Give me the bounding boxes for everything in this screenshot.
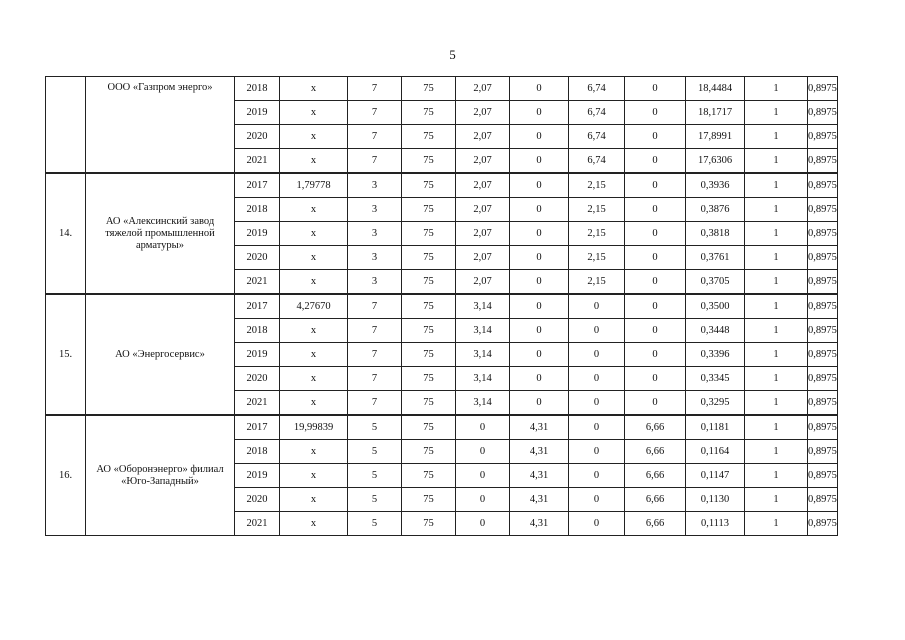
- col3-cell: 3: [348, 173, 402, 198]
- col9-cell: 0,3500: [686, 294, 745, 319]
- value-cell: х: [280, 464, 348, 488]
- organization-name: АО «Алексинский завод тяжелой промышленной арматуры»: [86, 173, 235, 294]
- col3-cell: 3: [348, 270, 402, 295]
- col7-cell: 0: [569, 294, 625, 319]
- value-cell: х: [280, 391, 348, 416]
- col3-cell: 3: [348, 198, 402, 222]
- value-cell: х: [280, 343, 348, 367]
- col4-cell: 75: [402, 319, 456, 343]
- col10-cell: 1: [745, 270, 808, 295]
- col11-cell: 0,8975: [808, 125, 838, 149]
- col8-cell: 0: [625, 246, 686, 270]
- col11-cell: 0,8975: [808, 367, 838, 391]
- organization-name: ООО «Газпром энерго»: [86, 77, 235, 174]
- col3-cell: 5: [348, 464, 402, 488]
- col4-cell: 75: [402, 77, 456, 101]
- col6-cell: 0: [510, 173, 569, 198]
- value-cell: х: [280, 367, 348, 391]
- col4-cell: 75: [402, 198, 456, 222]
- col11-cell: 0,8975: [808, 512, 838, 536]
- col6-cell: 0: [510, 343, 569, 367]
- value-cell: х: [280, 198, 348, 222]
- col11-cell: 0,8975: [808, 464, 838, 488]
- col6-cell: 0: [510, 367, 569, 391]
- col10-cell: 1: [745, 294, 808, 319]
- col5-cell: 2,07: [456, 77, 510, 101]
- year-cell: 2021: [235, 391, 280, 416]
- col9-cell: 17,6306: [686, 149, 745, 174]
- col5-cell: 2,07: [456, 125, 510, 149]
- row-number: 15.: [46, 294, 86, 415]
- col7-cell: 0: [569, 440, 625, 464]
- col10-cell: 1: [745, 125, 808, 149]
- col11-cell: 0,8975: [808, 343, 838, 367]
- col5-cell: 2,07: [456, 198, 510, 222]
- col7-cell: 0: [569, 488, 625, 512]
- col9-cell: 0,3345: [686, 367, 745, 391]
- col4-cell: 75: [402, 101, 456, 125]
- col9-cell: 18,1717: [686, 101, 745, 125]
- col3-cell: 3: [348, 246, 402, 270]
- table-body: [46, 77, 838, 536]
- col9-cell: 0,1164: [686, 440, 745, 464]
- col8-cell: 6,66: [625, 488, 686, 512]
- col7-cell: 6,74: [569, 101, 625, 125]
- value-cell: х: [280, 270, 348, 295]
- col4-cell: 75: [402, 391, 456, 416]
- col7-cell: 0: [569, 415, 625, 440]
- value-cell: х: [280, 440, 348, 464]
- col6-cell: 0: [510, 294, 569, 319]
- col3-cell: 5: [348, 512, 402, 536]
- year-cell: 2021: [235, 149, 280, 174]
- col11-cell: 0,8975: [808, 391, 838, 416]
- col7-cell: 6,74: [569, 77, 625, 101]
- col8-cell: 0: [625, 343, 686, 367]
- year-cell: 2021: [235, 512, 280, 536]
- col7-cell: 2,15: [569, 173, 625, 198]
- col8-cell: 0: [625, 294, 686, 319]
- col3-cell: 7: [348, 343, 402, 367]
- col4-cell: 75: [402, 367, 456, 391]
- col5-cell: 2,07: [456, 101, 510, 125]
- col10-cell: 1: [745, 77, 808, 101]
- col9-cell: 17,8991: [686, 125, 745, 149]
- col5-cell: 0: [456, 488, 510, 512]
- col5-cell: 0: [456, 464, 510, 488]
- col7-cell: 0: [569, 391, 625, 416]
- col7-cell: 0: [569, 464, 625, 488]
- col4-cell: 75: [402, 343, 456, 367]
- year-cell: 2018: [235, 198, 280, 222]
- row-number: [46, 77, 86, 174]
- col8-cell: 0: [625, 198, 686, 222]
- col11-cell: 0,8975: [808, 319, 838, 343]
- col6-cell: 4,31: [510, 488, 569, 512]
- organization-name: АО «Энергосервис»: [86, 294, 235, 415]
- col11-cell: 0,8975: [808, 198, 838, 222]
- page-number: 5: [449, 47, 456, 62]
- col8-cell: 6,66: [625, 440, 686, 464]
- col5-cell: 3,14: [456, 319, 510, 343]
- year-cell: 2019: [235, 464, 280, 488]
- col7-cell: 2,15: [569, 270, 625, 295]
- col10-cell: 1: [745, 319, 808, 343]
- year-cell: 2018: [235, 319, 280, 343]
- year-cell: 2021: [235, 270, 280, 295]
- col7-cell: 6,74: [569, 149, 625, 174]
- col3-cell: 7: [348, 319, 402, 343]
- col7-cell: 2,15: [569, 222, 625, 246]
- value-cell: х: [280, 319, 348, 343]
- col7-cell: 0: [569, 319, 625, 343]
- year-cell: 2019: [235, 343, 280, 367]
- col8-cell: 0: [625, 319, 686, 343]
- col6-cell: 4,31: [510, 464, 569, 488]
- col8-cell: 6,66: [625, 415, 686, 440]
- col4-cell: 75: [402, 464, 456, 488]
- year-cell: 2017: [235, 415, 280, 440]
- year-cell: 2020: [235, 367, 280, 391]
- tariff-table: [45, 76, 838, 536]
- col3-cell: 3: [348, 222, 402, 246]
- col9-cell: 0,3761: [686, 246, 745, 270]
- col3-cell: 7: [348, 391, 402, 416]
- year-cell: 2018: [235, 440, 280, 464]
- col10-cell: 1: [745, 415, 808, 440]
- col6-cell: 0: [510, 125, 569, 149]
- year-cell: 2019: [235, 222, 280, 246]
- table-row: [46, 415, 838, 440]
- col3-cell: 7: [348, 77, 402, 101]
- col10-cell: 1: [745, 512, 808, 536]
- col11-cell: 0,8975: [808, 488, 838, 512]
- col10-cell: 1: [745, 488, 808, 512]
- col7-cell: 2,15: [569, 246, 625, 270]
- col4-cell: 75: [402, 512, 456, 536]
- col5-cell: 0: [456, 415, 510, 440]
- col11-cell: 0,8975: [808, 77, 838, 101]
- col5-cell: 2,07: [456, 222, 510, 246]
- col3-cell: 5: [348, 415, 402, 440]
- col11-cell: 0,8975: [808, 294, 838, 319]
- value-cell: 4,27670: [280, 294, 348, 319]
- col4-cell: 75: [402, 270, 456, 295]
- year-cell: 2017: [235, 294, 280, 319]
- year-cell: 2020: [235, 488, 280, 512]
- col9-cell: 0,3818: [686, 222, 745, 246]
- value-cell: х: [280, 101, 348, 125]
- col6-cell: 0: [510, 101, 569, 125]
- col8-cell: 0: [625, 391, 686, 416]
- col8-cell: 0: [625, 125, 686, 149]
- col4-cell: 75: [402, 440, 456, 464]
- value-cell: х: [280, 222, 348, 246]
- col6-cell: 0: [510, 77, 569, 101]
- col9-cell: 0,3396: [686, 343, 745, 367]
- col3-cell: 5: [348, 488, 402, 512]
- col5-cell: 2,07: [456, 149, 510, 174]
- col8-cell: 0: [625, 173, 686, 198]
- col5-cell: 3,14: [456, 391, 510, 416]
- col6-cell: 0: [510, 222, 569, 246]
- col3-cell: 7: [348, 125, 402, 149]
- value-cell: 19,99839: [280, 415, 348, 440]
- col10-cell: 1: [745, 198, 808, 222]
- year-cell: 2020: [235, 125, 280, 149]
- col4-cell: 75: [402, 246, 456, 270]
- col10-cell: 1: [745, 464, 808, 488]
- col5-cell: 0: [456, 512, 510, 536]
- col9-cell: 0,3448: [686, 319, 745, 343]
- col4-cell: 75: [402, 222, 456, 246]
- table-row: [46, 294, 838, 319]
- col6-cell: 0: [510, 319, 569, 343]
- col4-cell: 75: [402, 488, 456, 512]
- col9-cell: 0,3705: [686, 270, 745, 295]
- year-cell: 2019: [235, 101, 280, 125]
- col3-cell: 7: [348, 367, 402, 391]
- col8-cell: 0: [625, 149, 686, 174]
- col9-cell: 0,1147: [686, 464, 745, 488]
- col5-cell: 3,14: [456, 343, 510, 367]
- col6-cell: 0: [510, 198, 569, 222]
- col5-cell: 2,07: [456, 246, 510, 270]
- col6-cell: 0: [510, 246, 569, 270]
- col7-cell: 6,74: [569, 125, 625, 149]
- col3-cell: 7: [348, 101, 402, 125]
- col9-cell: 0,1113: [686, 512, 745, 536]
- col10-cell: 1: [745, 367, 808, 391]
- value-cell: х: [280, 246, 348, 270]
- col8-cell: 0: [625, 101, 686, 125]
- value-cell: х: [280, 77, 348, 101]
- col7-cell: 0: [569, 367, 625, 391]
- col11-cell: 0,8975: [808, 222, 838, 246]
- col10-cell: 1: [745, 149, 808, 174]
- col10-cell: 1: [745, 101, 808, 125]
- col11-cell: 0,8975: [808, 149, 838, 174]
- col10-cell: 1: [745, 173, 808, 198]
- col4-cell: 75: [402, 294, 456, 319]
- col9-cell: 0,1181: [686, 415, 745, 440]
- col3-cell: 5: [348, 440, 402, 464]
- col9-cell: 0,3876: [686, 198, 745, 222]
- value-cell: х: [280, 125, 348, 149]
- col4-cell: 75: [402, 125, 456, 149]
- col11-cell: 0,8975: [808, 415, 838, 440]
- col8-cell: 6,66: [625, 464, 686, 488]
- col11-cell: 0,8975: [808, 101, 838, 125]
- year-cell: 2018: [235, 77, 280, 101]
- col3-cell: 7: [348, 294, 402, 319]
- value-cell: х: [280, 149, 348, 174]
- col5-cell: 3,14: [456, 294, 510, 319]
- col11-cell: 0,8975: [808, 173, 838, 198]
- col10-cell: 1: [745, 391, 808, 416]
- year-cell: 2020: [235, 246, 280, 270]
- table-row: [46, 77, 838, 101]
- organization-name: АО «Оборонэнерго» филиал «Юго-Западный»: [86, 415, 235, 536]
- table-row: [46, 173, 838, 198]
- col7-cell: 0: [569, 343, 625, 367]
- col5-cell: 2,07: [456, 173, 510, 198]
- col9-cell: 0,1130: [686, 488, 745, 512]
- col10-cell: 1: [745, 440, 808, 464]
- col11-cell: 0,8975: [808, 246, 838, 270]
- col6-cell: 4,31: [510, 415, 569, 440]
- col6-cell: 0: [510, 270, 569, 295]
- col10-cell: 1: [745, 343, 808, 367]
- year-cell: 2017: [235, 173, 280, 198]
- col8-cell: 6,66: [625, 512, 686, 536]
- row-number: 14.: [46, 173, 86, 294]
- col11-cell: 0,8975: [808, 440, 838, 464]
- col4-cell: 75: [402, 415, 456, 440]
- col4-cell: 75: [402, 173, 456, 198]
- col9-cell: 0,3936: [686, 173, 745, 198]
- col8-cell: 0: [625, 222, 686, 246]
- col5-cell: 2,07: [456, 270, 510, 295]
- col5-cell: 0: [456, 440, 510, 464]
- col9-cell: 18,4484: [686, 77, 745, 101]
- col9-cell: 0,3295: [686, 391, 745, 416]
- col6-cell: 4,31: [510, 512, 569, 536]
- col10-cell: 1: [745, 222, 808, 246]
- col6-cell: 4,31: [510, 440, 569, 464]
- col8-cell: 0: [625, 77, 686, 101]
- col5-cell: 3,14: [456, 367, 510, 391]
- value-cell: 1,79778: [280, 173, 348, 198]
- col6-cell: 0: [510, 149, 569, 174]
- col7-cell: 0: [569, 512, 625, 536]
- row-number: 16.: [46, 415, 86, 536]
- col6-cell: 0: [510, 391, 569, 416]
- col4-cell: 75: [402, 149, 456, 174]
- value-cell: х: [280, 488, 348, 512]
- value-cell: х: [280, 512, 348, 536]
- col8-cell: 0: [625, 270, 686, 295]
- col11-cell: 0,8975: [808, 270, 838, 295]
- col7-cell: 2,15: [569, 198, 625, 222]
- col3-cell: 7: [348, 149, 402, 174]
- col8-cell: 0: [625, 367, 686, 391]
- col10-cell: 1: [745, 246, 808, 270]
